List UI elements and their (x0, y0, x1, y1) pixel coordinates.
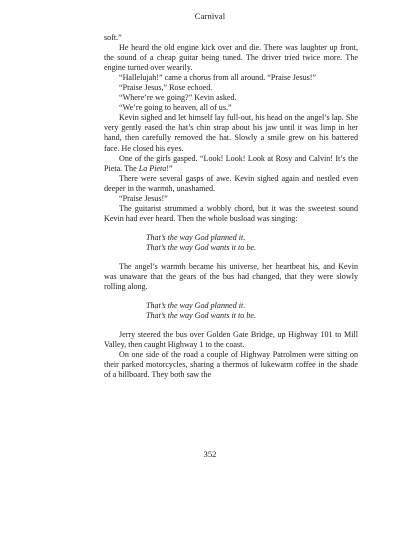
verse-line: That’s the way God planned it. (146, 232, 246, 242)
verse-line: That’s the way God planned it. (146, 301, 246, 311)
paragraph: There were several gasps of awe. Kevin sighed again and nestled even deeper in the warmth, unashamed. (104, 173, 358, 193)
pieta-title-italic: La Pieta (138, 163, 167, 173)
song-verse (146, 301, 358, 321)
paragraph: soft.” (104, 33, 122, 42)
body-text (104, 33, 358, 380)
paragraph: Kevin sighed and let himself lay full-out, his head on the angel’s lap. She very gently eased the hat’s chin strap about his jaw until it was limp in her hand, then carefully removed the hat. Slowly a smile grew on his battered face. He closed his eyes. (104, 113, 358, 153)
paragraph: The angel’s warmth became his universe, her heartbeat his, and Kevin was unaware that the gears of the bus had changed, that they were slowly rolling along. (104, 261, 358, 292)
running-head: Carnival (194, 11, 226, 21)
paragraph: “Praise Jesus!” (119, 193, 168, 203)
verse-line: That’s the way God wants it to be. (146, 242, 257, 252)
paragraph: The guitarist strummed a wobbly chord, but it was the sweetest sound Kevin had ever heard. Then the whole busload was singing: (104, 203, 358, 223)
pieta-text-after: !” (166, 163, 173, 173)
song-verse (146, 233, 358, 253)
paragraph: “We’re going to heaven, all of us.” (119, 103, 232, 113)
paragraph: “Where’re we going?” Kevin asked. (119, 93, 237, 103)
paragraph-pieta (104, 154, 358, 174)
paragraph: On one side of the road a couple of Highway Patrolmen were sitting on their parked motorcycles, sharing a thermos of lukewarm coffee in the shade of a billboard. They both saw the (104, 350, 358, 380)
paragraph: Jerry steered the bus over Golden Gate Bridge, up Highway 101 to Mill Valley, then caught Highway 1 to the coast. (104, 330, 358, 350)
verse-line: That’s the way God wants it to be. (146, 311, 257, 321)
pieta-text-before: One of the girls gasped. “Look! Look! Look at Rosy and Calvin! It’s the Pieta. The (104, 153, 358, 173)
page-number: 352 (203, 449, 217, 459)
paragraph: “Praise Jesus,” Rose echoed. (119, 83, 213, 93)
paragraph: “Hallelujah!” came a chorus from all around. “Praise Jesus!” (119, 73, 317, 83)
paragraph: He heard the old engine kick over and die. There was laughter up front, the sound of a cheap guitar being tuned. The driver tried twice more. The engine turned over wearily. (104, 43, 358, 73)
